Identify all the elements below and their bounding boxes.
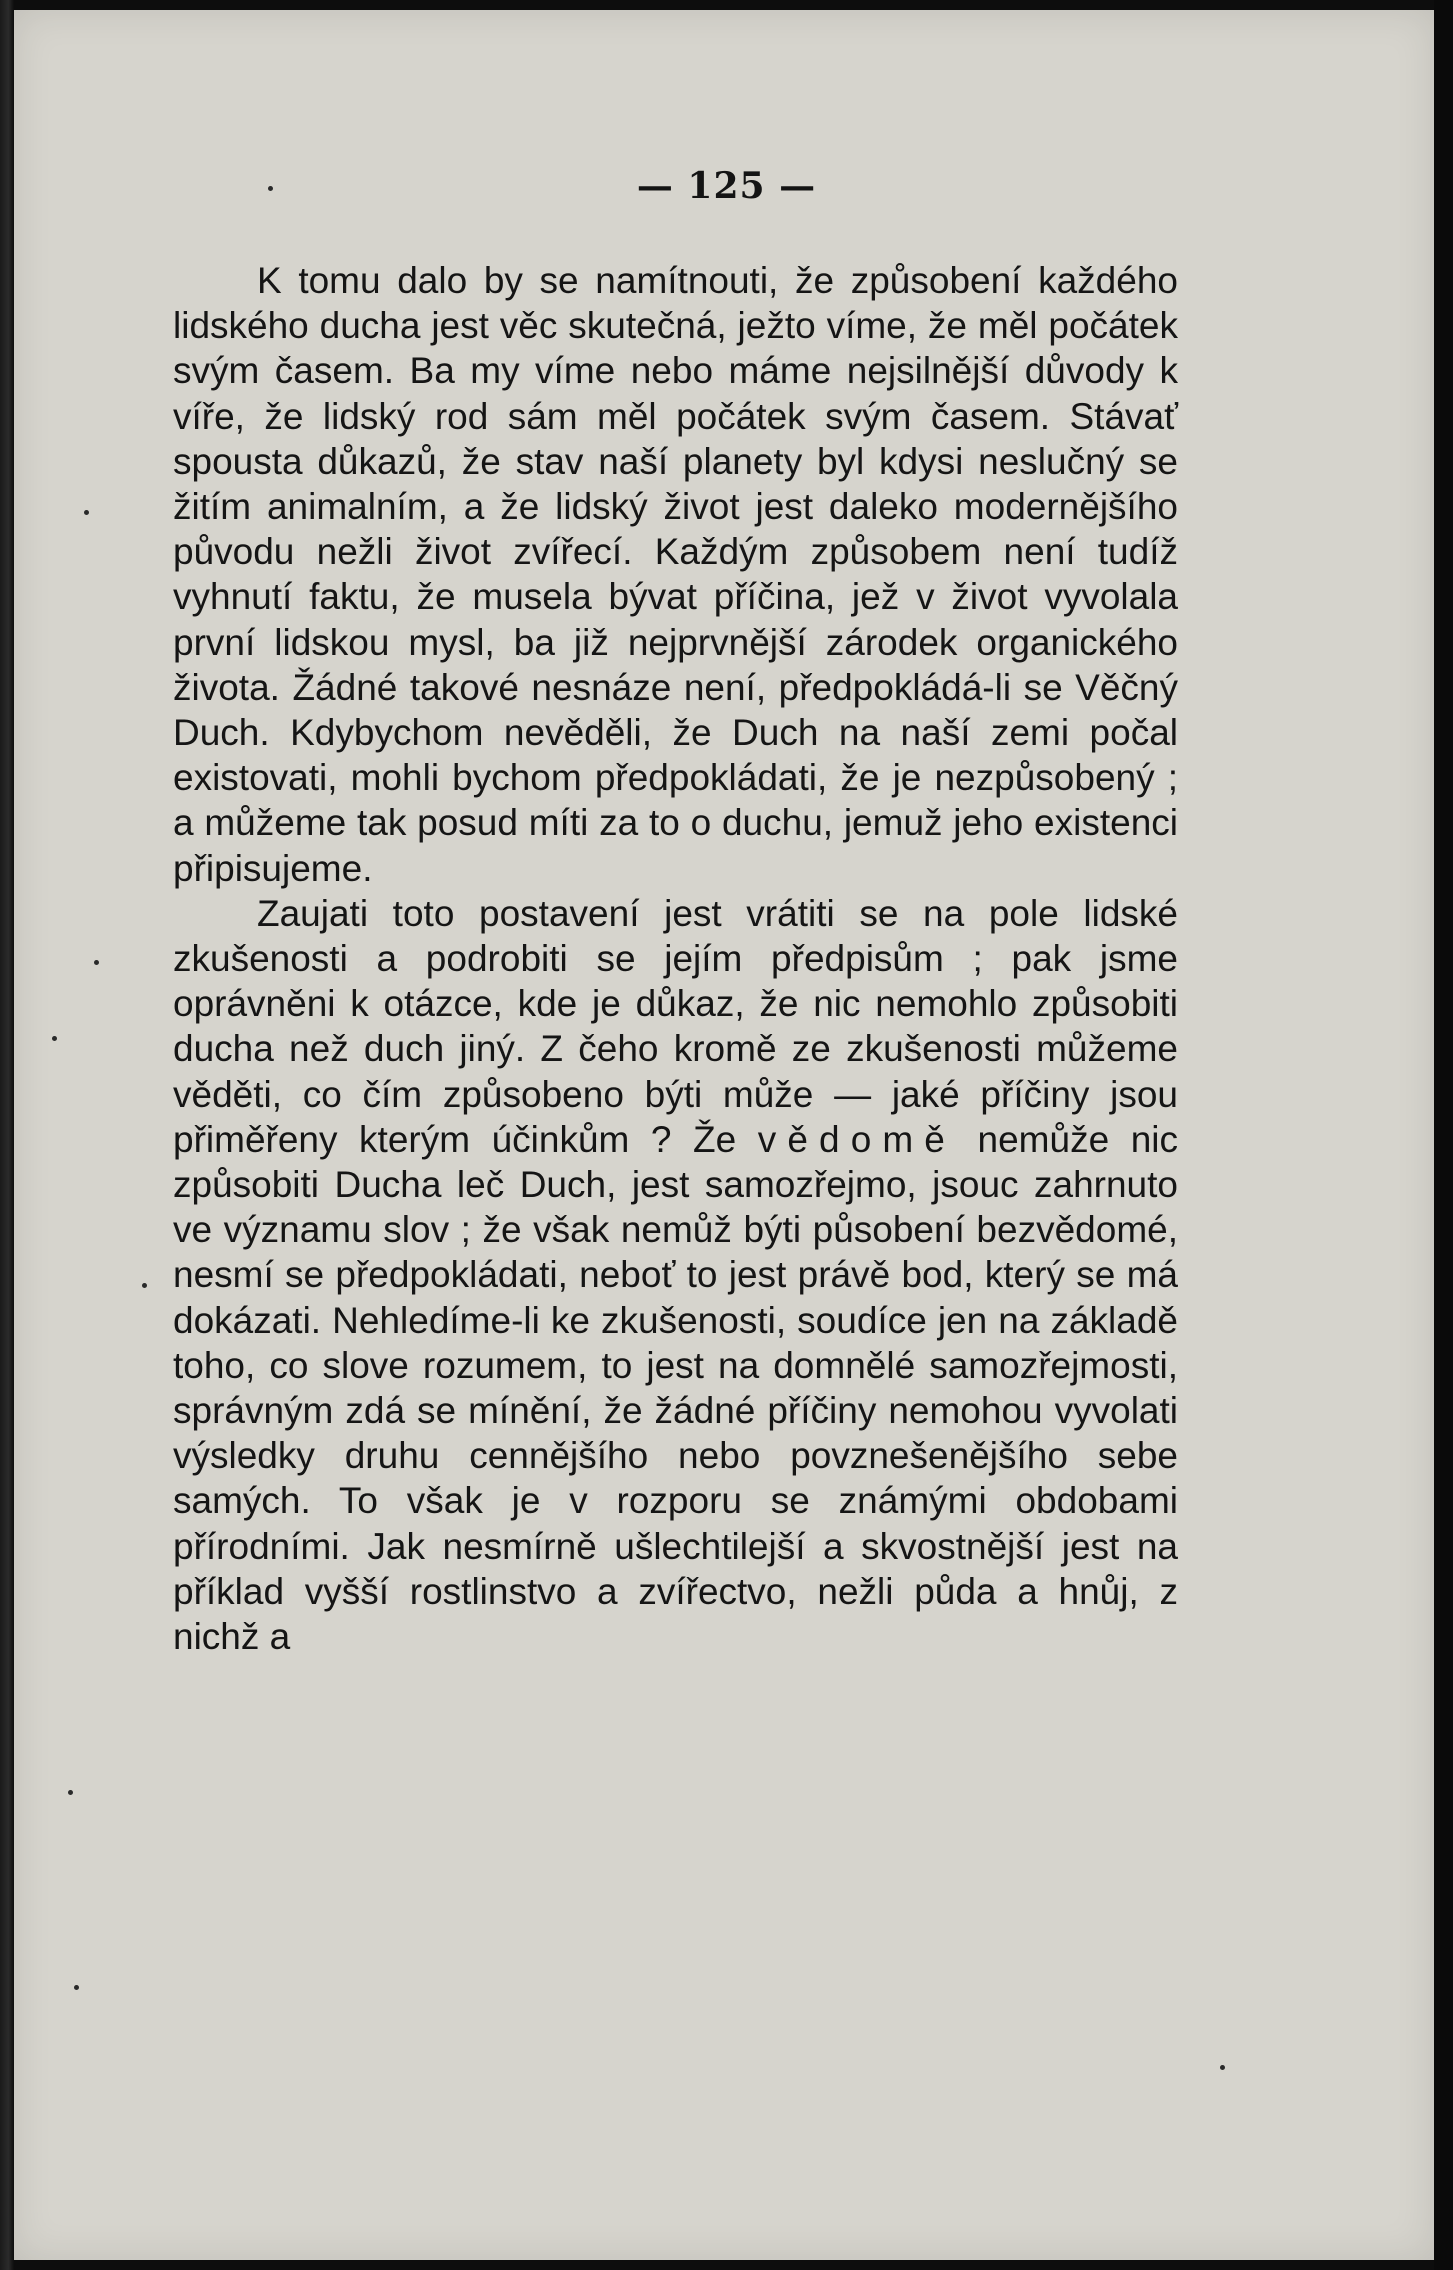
scan-speck: [1220, 2065, 1225, 2070]
scan-speck: [84, 510, 89, 515]
scan-left-edge: [0, 0, 14, 2270]
scan-speck: [74, 1985, 79, 1990]
paragraph-2: [173, 891, 1178, 1659]
scan-speck: [142, 1283, 147, 1288]
paragraph-1: K tomu dalo by se namítnouti, že způsobení každého lidského ducha jest věc skutečná, ježto víme, že měl počátek svým časem. Ba my víme nebo máme nejsilnější důvody k víře, že lidský rod sám měl počátek svým časem. Stávať spousta důkazů, že stav naší planety byl kdysi neslučný se žitím animalním, a že lidský život jest daleko modernějšího původu nežli život zvířecí. Každým způsobem není tudíž vyhnutí faktu, že musela bývat příčina, jež v život vyvolala první lidskou mysl, ba již nejprvnější zárodek organického života. Žádné takové nesnáze není, předpokládá-li se Věčný Duch. Kdybychom nevěděli, že Duch na naší zemi počal existovati, mohli bychom předpokládati, že je nezpůsobený ; a můžeme tak posud míti za to o duchu, jemuž jeho existenci připisujeme.: [173, 260, 1178, 889]
scan-speck: [268, 186, 273, 191]
scan-right-edge: [1434, 0, 1453, 2270]
scan-speck: [52, 1036, 57, 1041]
paragraph-2-part-a: Zaujati toto postavení jest vrátiti se na pole lidské zkušenosti a podrobiti se jejím předpisům ; pak jsme oprávněni k otázce, kde je důkaz, že nic nemohlo způsobiti ducha než duch jiný. Z čeho kromě ze zkušenosti můžeme věděti, co čím způsobeno býti může — jaké příčiny jsou přiměřeny kterým účinkům ? Že: [173, 892, 1178, 1160]
spaced-word: vědomě: [757, 1118, 956, 1160]
page-number: — 125 —: [636, 165, 817, 207]
paragraph-2-part-b: nemůže nic způsobiti Ducha leč Duch, jest samozřejmo, jsouc zahrnuto ve významu slov ; že však nemůž býti působení bezvědomé, nesmí se předpokládati, neboť to jest právě bod, který se má dokázati. Nehledíme-li ke zkušenosti, soudíce jen na základě toho, co slove rozumem, to jest na domnělé samozřejmosti, správným zdá se mínění, že žádné příčiny nemohou vyvolati výsledky druhu cennějšího nebo povznešenějšího sebe samých. To však je v rozporu se známými obdobami přírodními. Jak nesmírně ušlechtilejší a skvostnější jest na příklad vyšší rostlinstvo a zvířectvo, nežli půda a hnůj, z nichž a: [173, 1118, 1179, 1658]
scan-speck: [68, 1790, 73, 1795]
body-text: [173, 258, 1178, 1659]
scan-speck: [94, 960, 99, 965]
